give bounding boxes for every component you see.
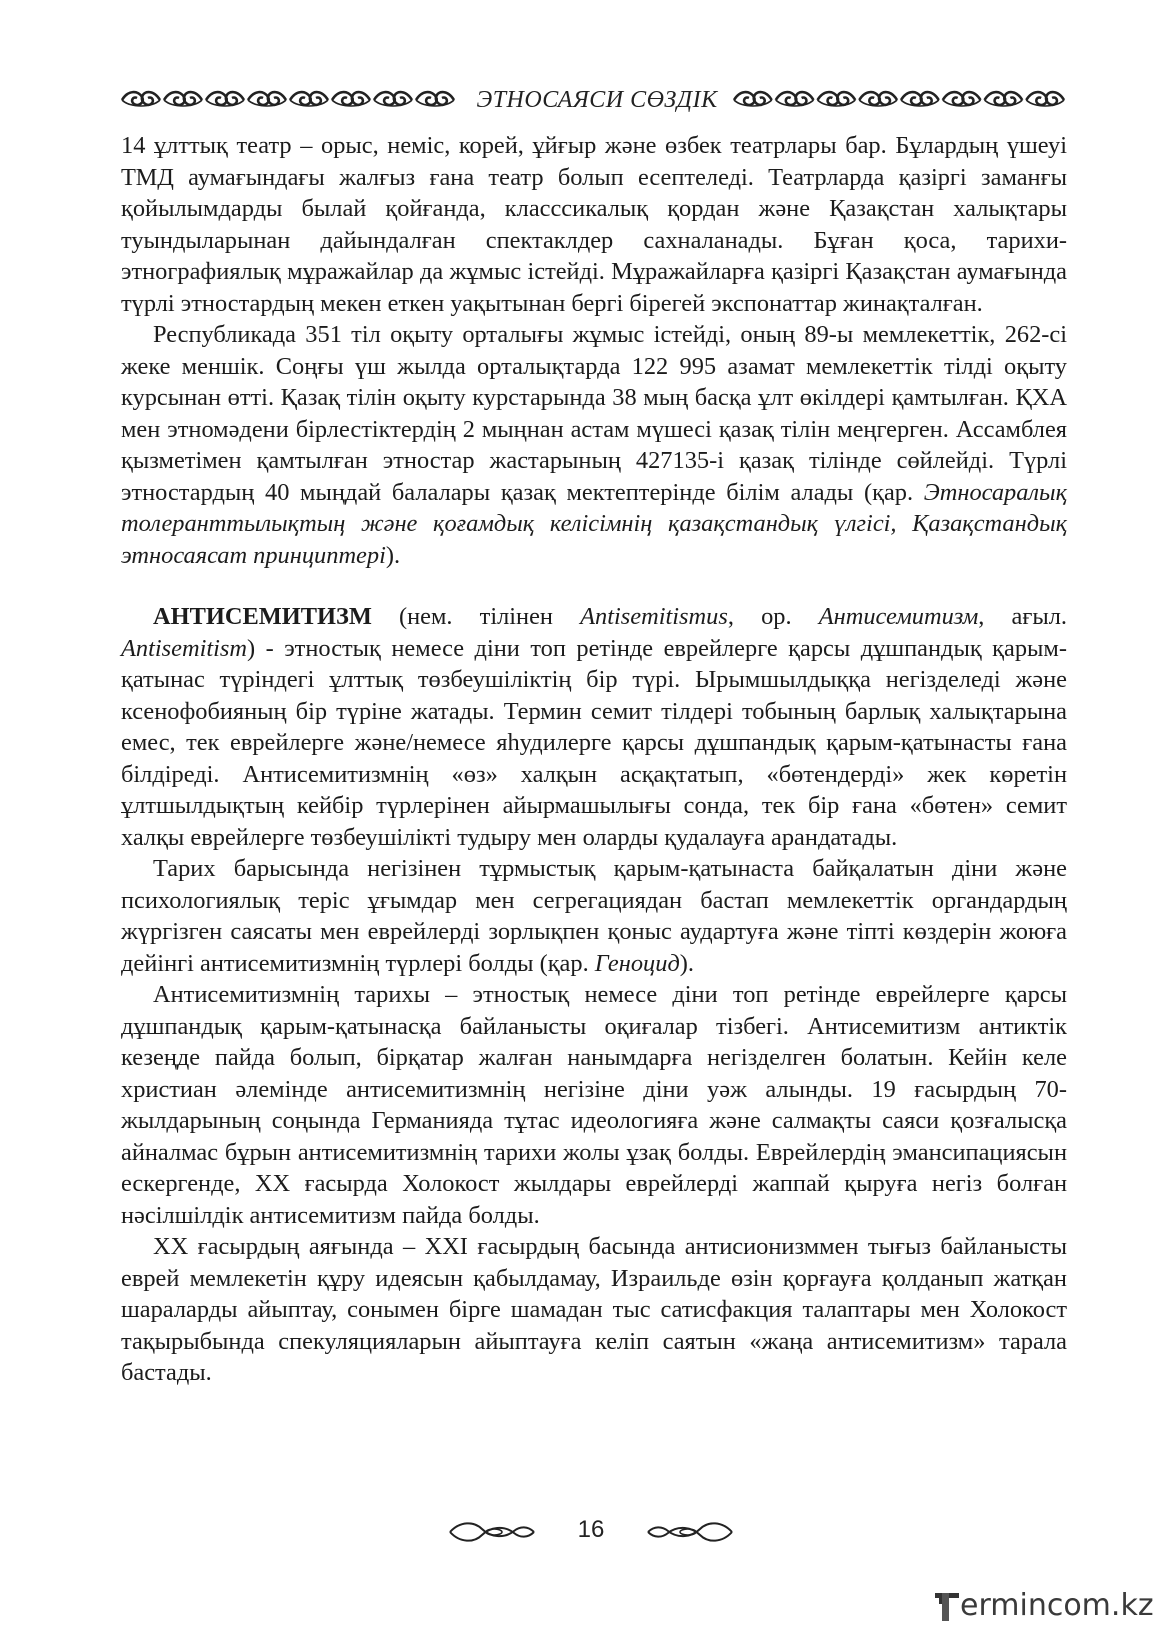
paragraph-text: , ағыл. [978,603,1068,630]
paragraph-text: ). [385,541,401,569]
page-number: 16 [577,1516,605,1543]
english-term: Antisemitism [121,634,248,662]
paragraph-theatres: 14 ұлттық театр – орыс, неміс, корей, ұйғыр және өзбек театрлары бар. Бұлардың үшеуі ТМД аумағындағы жалғыз ғана театр болып есептеледі. Театрларда қазіргі заманғы қойылымдарды былай қойғанда, класссикалық қордан және Қазақстан халықтары туындыларынан дайындалған спектаклдер сахналанады. Бұған қоса, тарихи-этнографиялық мұражайлар да жұмыс істейді. Мұражайларға қазіргі Қазақстан аумағында түрлі этностардың мекен еткен уақытынан бергі бірегей экспонаттар жинақталған. [121,132,1067,317]
paragraph-language-centres [121,319,1067,571]
paragraph-text: , ор. [727,603,819,630]
flourish-left [448,1519,536,1545]
cross-reference: Этносаралық толеранттылықтың және қоғамдық келісімнің қазақстандық үлгісі, Қазақстандық этносаясат принциптері [121,478,1067,569]
watermark-text: ermincom.kz [960,1588,1154,1623]
watermark-logo [935,1588,961,1626]
header-title: ЭТНОСАЯСИ СӨЗДІК [476,87,718,113]
running-header [120,86,1070,116]
paragraph-history: Антисемитизмнің тарихы – этностық немесе діни топ ретінде еврейлерге қарсы дұшпандық қарым-қатынасқа байланысты оқиғалар тізбегі. Антисемитизм антиктік кезеңде пайда болып, бірқатар жалған нанымдарға негізделген болатын. Кейін келе христиан әлемінде антисемитизмнің негізіне діни уәж алынды. 19 ғасырдың 70-жылдарының соңында Германияда тұтас идеологияға және салмақты саяси қозғалысқа айналмас бұрын антисемитизмнің тарихи жолы ұзақ болды. Еврейлердің эмансипациясын ескергенде, XX ғасырда Холокост жылдары еврейлерді жаппай қыруға негіз болған нәсілшілдік антисемитизм пайда болды. [121,981,1067,1229]
page-body [121,130,1067,1389]
ornament-border-left [120,88,460,112]
german-term: Antisemitismus [580,603,728,630]
paragraph-history-forms [121,853,1067,979]
paragraph-text: (нем. тілінен [371,603,581,630]
cross-reference: Геноцид [594,949,680,977]
paragraph-text: ) - этностық немесе діни топ ретінде еврейлерге қарсы дұшпандық қарым-қатынас түріндегі ұлттық төзбеушіліктің бір түрі. Ырымшылдыққа негізделеді және ксенофобияның бір түріне жатады. Термин семит тілдері тобының барлық халықтарына емес, тек еврейлерге және/немесе яһудилерге қарсы дұшпандық қарым-қатынасты ғана білдіреді. Антисемитизмнің «өз» халқын асқақтатып, «бөтендерді» жек көретін ұлтшылдықтың кейбір түрлерінен айырмашылығы сонда, тек бір ғана «бөтен» семит халқы еврейлерге төзбеушілікті тудыру мен оларды қудалауға арандатады. [121,634,1067,851]
entry-antisemitism [121,601,1067,853]
paragraph-new-antisemitism: XX ғасырдың аяғында – XXI ғасырдың басында антисионизммен тығыз байланысты еврей мемлекетін құру идеясын қабылдамау, Израильде өзін қорғауға қолданып жатқан шараларды айыптау, сонымен бірге шамадан тыс сатисфакция талаптары мен Холокост тақырыбында спекуляцияларын айыптауға келіп саятын «жаңа антисемитизм» тарала бастады. [121,1233,1067,1386]
flourish-right [646,1519,734,1545]
russian-term: Антисемитизм [818,603,979,630]
paragraph-text: Тарих барысында негізінен тұрмыстық қарым-қатынаста байқалатын діни және психологиялық теріс ұғымдар мен сегрегациядан бастап мемлекеттік органдардың жүргізген саясаты мен еврейлерді зорлықпен қоныс аудартуға және тіпті көздерін жоюға дейінгі антисемитизмнің түрлері болды (қар. [121,855,1067,977]
paragraph-text: Республикада 351 тіл оқыту орталығы жұмыс істейді, оның 89-ы мемлекеттік, 262-сі жеке меншік. Соңғы үш жылда орталықтарда 122 995 азамат мемлекеттік тілді оқыту курсынан өтті. Қазақ тілін оқыту курстарында 38 мың басқа ұлт өкілдері қамтылған. ҚХА мен этномәдени бірлестіктердің 2 мыңнан астам мүшесі қазақ тілін меңгерген. Ассамблея қызметімен қамтылған этностар жастарының 427135-і қазақ тілінде сөйлейді. Түрлі этностардың 40 мыңдай балалары қазақ мектептерінде білім алады (қар. [121,321,1067,506]
site-watermark [935,1588,1154,1628]
entry-term: АНТИСЕМИТИЗМ [153,603,372,630]
page-footer [0,1513,1158,1553]
paragraph-text: ). [679,949,695,977]
ornament-border-right [732,88,1070,112]
entry-separator [121,571,1067,601]
